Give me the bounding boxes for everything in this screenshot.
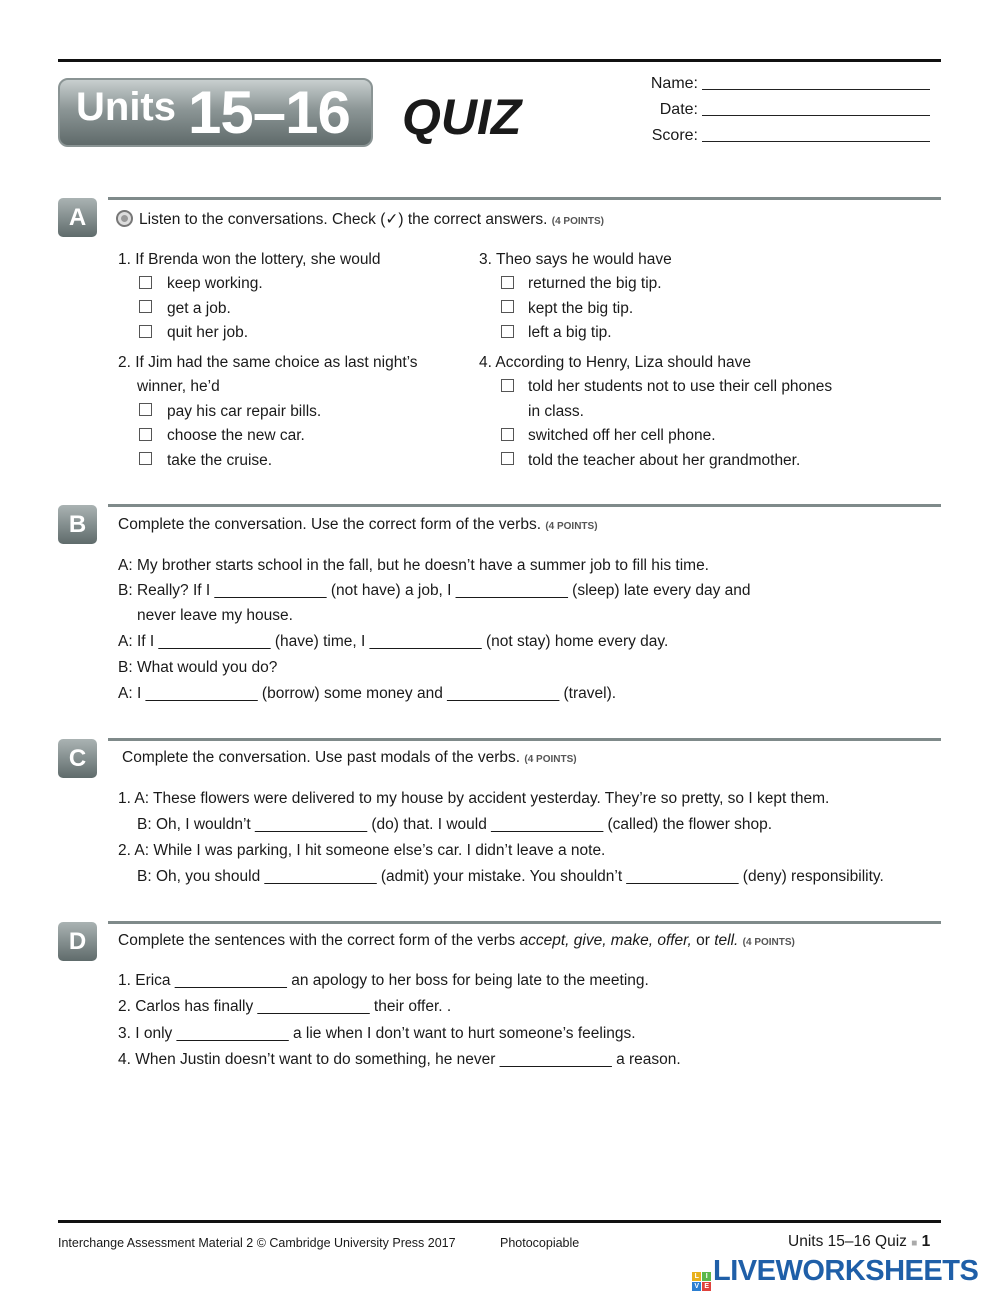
top-rule — [58, 59, 941, 62]
name-label: Name: — [650, 75, 698, 92]
footer-rule — [58, 1220, 941, 1223]
page-number: 1 — [921, 1233, 931, 1250]
checkbox[interactable] — [501, 325, 514, 338]
dialog-line: 1. A: These flowers were delivered to my house by accident yesterday. They’re so pretty, so I kept them. — [118, 790, 830, 807]
dialog-line[interactable]: B: Oh, you should _____________ (admit) your mistake. You shouldn’t _____________ (deny) responsibility. — [137, 868, 884, 885]
section-a-rule — [108, 197, 941, 200]
option-label: told her students not to use their cell phones — [528, 378, 833, 395]
dialog-line: 2. A: While I was parking, I hit someone else’s car. I didn’t leave a note. — [118, 842, 606, 859]
checkbox[interactable] — [139, 403, 152, 416]
option-label: get a job. — [167, 300, 231, 317]
liveworksheets-icon: L I V E — [692, 1272, 711, 1291]
section-d-badge: D — [58, 922, 97, 961]
option-label: switched off her cell phone. — [528, 427, 716, 444]
option-label: returned the big tip. — [528, 275, 662, 292]
dialog-line[interactable]: B: Oh, I wouldn’t _____________ (do) that. I would _____________ (called) the flower shop. — [137, 816, 773, 833]
question-a1: 1. If Brenda won the lottery, she would — [118, 251, 381, 268]
checkbox[interactable] — [501, 428, 514, 441]
question-a4: 4. According to Henry, Liza should have — [479, 354, 751, 371]
sentence[interactable]: 3. I only _____________ a lie when I don’t want to hurt someone’s feelings. — [118, 1025, 636, 1042]
question-a2-cont: winner, he’d — [137, 378, 220, 395]
section-d-rule — [108, 921, 941, 924]
section-a-badge: A — [58, 198, 97, 237]
checkbox[interactable] — [501, 276, 514, 289]
quiz-title: QUIZ — [402, 89, 522, 145]
option-label-cont: in class. — [528, 403, 584, 420]
option-label: quit her job. — [167, 324, 248, 341]
option-label: pay his car repair bills. — [167, 403, 322, 420]
section-c-instruction: Complete the conversation. Use past modals of the verbs. (4 POINTS) — [122, 749, 577, 766]
sentence[interactable]: 4. When Justin doesn’t want to do something, he never _____________ a reason. — [118, 1051, 681, 1068]
dialog-line[interactable]: A: I _____________ (borrow) some money and _____________ (travel). — [118, 685, 617, 702]
checkbox[interactable] — [501, 300, 514, 313]
dialog-line[interactable]: B: Really? If I _____________ (not have) a job, I _____________ (sleep) late every day and — [118, 582, 751, 599]
section-d-instruction: Complete the sentences with the correct form of the verbs accept, give, make, offer, or tell. (4 POINTS) — [118, 932, 795, 949]
section-b-rule — [108, 504, 941, 507]
option-label: choose the new car. — [167, 427, 305, 444]
checkbox[interactable] — [501, 452, 514, 465]
option-label: take the cruise. — [167, 452, 273, 469]
units-number: 15–16 — [188, 79, 350, 146]
copyright: Interchange Assessment Material 2 © Cambridge University Press 2017 — [58, 1236, 456, 1250]
page-label: Units 15–16 Quiz ■ 1 — [788, 1233, 931, 1250]
option-label: keep working. — [167, 275, 263, 292]
section-c-badge: C — [58, 739, 97, 778]
checkbox[interactable] — [501, 379, 514, 392]
audio-icon[interactable] — [116, 210, 133, 227]
dialog-line: B: What would you do? — [118, 659, 278, 676]
section-b-instruction: Complete the conversation. Use the correct form of the verbs. (4 POINTS) — [118, 516, 598, 533]
photocopiable: Photocopiable — [500, 1236, 580, 1250]
checkbox[interactable] — [139, 428, 152, 441]
liveworksheets-logo: L I V E LIVEWORKSHEETS — [692, 1255, 978, 1291]
checkbox[interactable] — [139, 300, 152, 313]
option-label: left a big tip. — [528, 324, 612, 341]
section-a-instruction: Listen to the conversations. Check (✓) the correct answers. (4 POINTS) — [116, 210, 604, 231]
question-a2: 2. If Jim had the same choice as last night’s — [118, 354, 418, 371]
score-field[interactable] — [600, 127, 930, 145]
date-field[interactable] — [600, 101, 930, 119]
option-label: kept the big tip. — [528, 300, 634, 317]
checkbox[interactable] — [139, 276, 152, 289]
section-c-rule — [108, 738, 941, 741]
unit-title-box — [58, 78, 373, 147]
dialog-line: A: My brother starts school in the fall, but he doesn’t have a summer job to fill his time. — [118, 557, 709, 574]
sentence[interactable]: 1. Erica _____________ an apology to her boss for being late to the meeting. — [118, 972, 649, 989]
question-a3: 3. Theo says he would have — [479, 251, 672, 268]
name-field[interactable] — [600, 75, 930, 93]
section-b-badge: B — [58, 505, 97, 544]
dialog-line: never leave my house. — [137, 607, 293, 624]
sentence[interactable]: 2. Carlos has finally _____________ their offer. . — [118, 998, 452, 1015]
option-label: told the teacher about her grandmother. — [528, 452, 801, 469]
dialog-line[interactable]: A: If I _____________ (have) time, I _____________ (not stay) home every day. — [118, 633, 669, 650]
checkbox[interactable] — [139, 452, 152, 465]
units-word: Units — [76, 85, 176, 129]
date-label: Date: — [659, 101, 698, 118]
score-label: Score: — [651, 127, 698, 144]
checkbox[interactable] — [139, 325, 152, 338]
